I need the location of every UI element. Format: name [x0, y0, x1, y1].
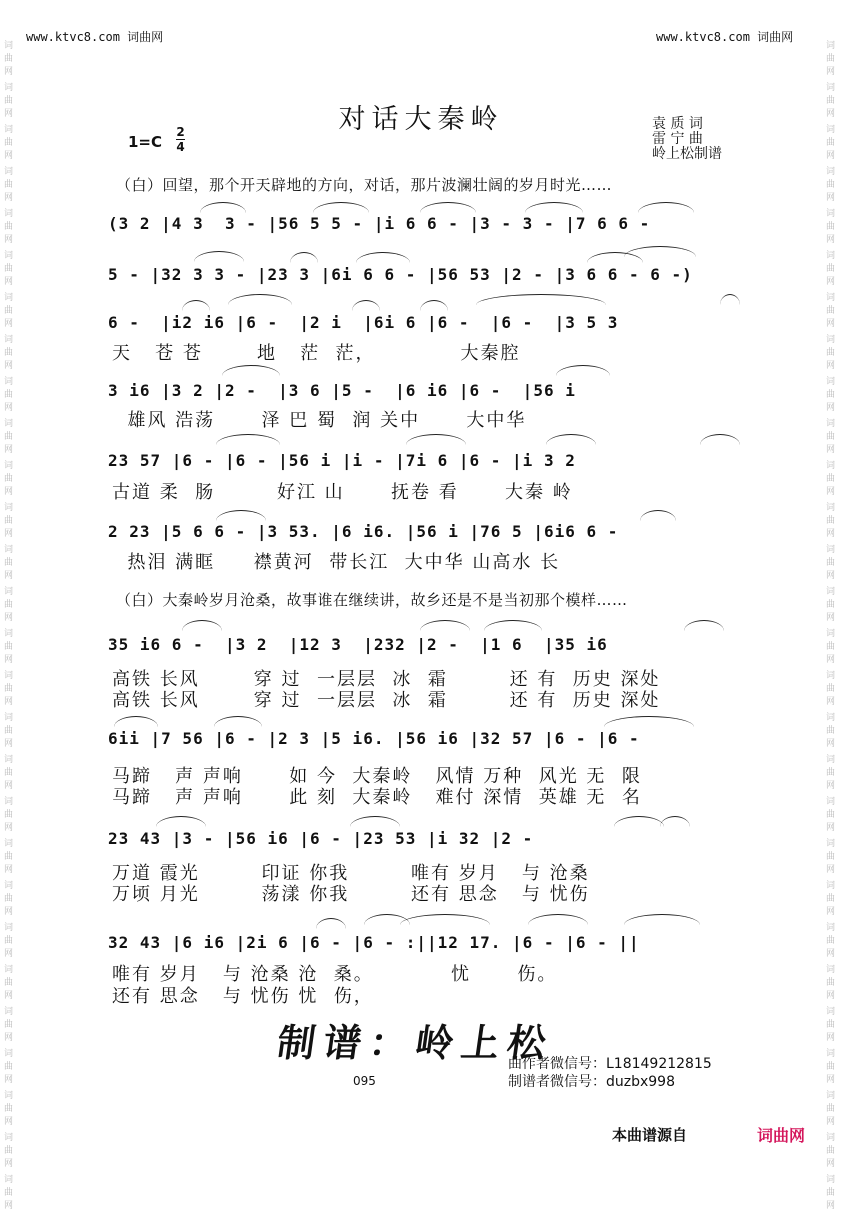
- side-watermark-char: 词: [4, 1007, 14, 1017]
- side-watermark-char: 曲: [4, 306, 14, 316]
- side-watermark-char: 网: [4, 697, 14, 707]
- side-watermark-char: 词: [4, 461, 14, 471]
- side-watermark-char: 词: [826, 545, 836, 555]
- side-watermark-char: 曲: [4, 1104, 14, 1114]
- side-watermark-char: 曲: [826, 810, 836, 820]
- side-watermark-char: 词: [4, 377, 14, 387]
- system-8-lyrics-2: 马蹄 声 声响 此 刻 大秦岭 难付 深情 英雄 无 名: [112, 787, 642, 808]
- side-watermark-char: 网: [4, 529, 14, 539]
- side-watermark-char: 网: [826, 571, 836, 581]
- side-watermark-char: 曲: [4, 852, 14, 862]
- side-watermark-char: 曲: [826, 1188, 836, 1198]
- side-watermark-char: 曲: [4, 54, 14, 64]
- side-watermark-char: 词: [826, 755, 836, 765]
- side-watermark-char: 词: [826, 503, 836, 513]
- side-watermark-char: 词: [826, 41, 836, 51]
- side-watermark-char: 网: [4, 361, 14, 371]
- source-brand-link[interactable]: 词曲网: [757, 1126, 806, 1145]
- side-watermark-char: 曲: [826, 516, 836, 526]
- side-watermark-char: 词: [4, 251, 14, 261]
- side-watermark-char: 网: [826, 487, 836, 497]
- side-watermark-char: 词: [4, 965, 14, 975]
- side-watermark-char: 词: [826, 881, 836, 891]
- side-watermark-char: 网: [826, 1117, 836, 1127]
- side-watermark-char: 网: [826, 1033, 836, 1043]
- system-1-notes: (3 2 |4 3 3 - |56 5 5 - |i 6 6 - |3 - 3 - |7 6 6 -: [108, 214, 651, 233]
- side-watermark-char: 词: [4, 923, 14, 933]
- side-watermark-char: 词: [826, 965, 836, 975]
- side-watermark-char: 曲: [826, 894, 836, 904]
- side-watermark-char: 网: [4, 613, 14, 623]
- side-watermark-char: 曲: [826, 852, 836, 862]
- side-watermark-char: 词: [4, 83, 14, 93]
- side-watermark-char: 词: [4, 671, 14, 681]
- side-watermark-char: 词: [826, 629, 836, 639]
- side-watermark-char: 曲: [4, 558, 14, 568]
- side-watermark-char: 词: [4, 41, 14, 51]
- arranger-signature: 制谱：岭上松: [274, 1020, 557, 1065]
- side-watermark-char: 曲: [826, 306, 836, 316]
- wechat-contacts: [508, 1055, 712, 1091]
- side-watermark-char: 曲: [4, 936, 14, 946]
- side-watermark-char: 词: [4, 587, 14, 597]
- side-watermark-char: 网: [4, 823, 14, 833]
- side-watermark-char: 网: [4, 445, 14, 455]
- side-watermark-char: 词: [826, 1175, 836, 1185]
- side-watermark-char: 网: [826, 823, 836, 833]
- side-watermark-char: 网: [4, 571, 14, 581]
- side-watermark-char: 曲: [826, 180, 836, 190]
- side-watermark-char: 网: [826, 739, 836, 749]
- side-watermark-char: 网: [4, 655, 14, 665]
- side-watermark-char: 曲: [4, 978, 14, 988]
- side-watermark-char: 词: [826, 419, 836, 429]
- system-7-lyrics-2: 高铁 长风 穿 过 一层层 冰 霜 还 有 历史 深处: [112, 690, 661, 711]
- side-watermark-char: 曲: [4, 264, 14, 274]
- side-watermark-char: 网: [4, 907, 14, 917]
- side-watermark-char: 曲: [826, 726, 836, 736]
- side-watermark-char: 曲: [826, 558, 836, 568]
- key-signature: 1=C: [128, 133, 163, 151]
- side-watermark-char: 词: [826, 293, 836, 303]
- side-watermark-char: 词: [826, 251, 836, 261]
- side-watermark-char: 网: [826, 781, 836, 791]
- side-watermark-char: 网: [826, 109, 836, 119]
- system-7-lyrics-1: 高铁 长风 穿 过 一层层 冰 霜 还 有 历史 深处: [112, 669, 661, 690]
- side-watermark-char: 网: [826, 907, 836, 917]
- side-watermark-char: 网: [4, 487, 14, 497]
- system-3-lyrics: 天 苍 苍 地 茫 茫， 大秦腔: [112, 343, 521, 364]
- side-watermark-char: 曲: [4, 1020, 14, 1030]
- system-10-lyrics-2: 还有 思念 与 忧伤 忧 伤，: [112, 986, 374, 1007]
- side-watermark-char: 网: [826, 865, 836, 875]
- side-watermark-char: 网: [826, 655, 836, 665]
- system-8-lyrics-1: 马蹄 声 声响 如 今 大秦岭 风情 万种 风光 无 限: [112, 766, 642, 787]
- time-signature-top: 2: [176, 125, 185, 139]
- lyricist: 袁 质 词: [652, 116, 703, 132]
- side-watermark-char: 词: [4, 1175, 14, 1185]
- side-watermark-char: 网: [4, 1159, 14, 1169]
- time-signature: [176, 126, 185, 153]
- side-watermark-char: 网: [826, 1159, 836, 1169]
- time-signature-bottom: 4: [176, 140, 185, 154]
- side-watermark-char: 曲: [4, 768, 14, 778]
- spoken-line-2: （白）大秦岭岁月沧桑，故事谁在继续讲，故乡还是不是当初那个模样……: [116, 591, 628, 609]
- side-watermark-char: 词: [826, 83, 836, 93]
- side-watermark-char: 曲: [4, 516, 14, 526]
- side-watermark-char: 词: [826, 377, 836, 387]
- side-watermark-char: 曲: [826, 978, 836, 988]
- side-watermark-char: 网: [4, 193, 14, 203]
- side-watermark-char: 词: [4, 167, 14, 177]
- system-10-notes: 32 43 |6 i6 |2i 6 |6 - |6 - :||12 17. |6 - |6 - ||: [108, 933, 640, 952]
- side-watermark-char: 词: [4, 419, 14, 429]
- side-watermark-char: 曲: [826, 684, 836, 694]
- side-watermark-char: 曲: [4, 348, 14, 358]
- side-watermark-char: 网: [4, 319, 14, 329]
- side-watermark-char: 曲: [826, 96, 836, 106]
- side-watermark-char: 词: [826, 125, 836, 135]
- side-watermark-char: 曲: [826, 936, 836, 946]
- side-watermark-char: 网: [826, 193, 836, 203]
- left-side-watermark: [4, 40, 18, 1216]
- side-watermark-char: 曲: [4, 600, 14, 610]
- side-watermark-char: 网: [826, 361, 836, 371]
- side-watermark-char: 曲: [826, 600, 836, 610]
- side-watermark-char: 词: [4, 335, 14, 345]
- side-watermark-char: 词: [4, 545, 14, 555]
- system-5-lyrics: 古道 柔 肠 好江 山 抚卷 看 大秦 岭: [112, 482, 573, 503]
- left-site-watermark: www.ktvc8.com 词曲网: [26, 30, 164, 44]
- side-watermark-char: 曲: [826, 474, 836, 484]
- side-watermark-char: 网: [4, 277, 14, 287]
- side-watermark-char: 网: [4, 151, 14, 161]
- composer-wechat: 曲作者微信号：L18149212815: [508, 1056, 712, 1072]
- side-watermark-char: 词: [4, 1091, 14, 1101]
- side-watermark-char: 词: [4, 839, 14, 849]
- side-watermark-char: 曲: [4, 138, 14, 148]
- right-site-watermark: www.ktvc8.com 词曲网: [656, 30, 794, 44]
- side-watermark-char: 网: [4, 949, 14, 959]
- side-watermark-char: 网: [4, 403, 14, 413]
- system-7-notes: 35 i6 6 - |3 2 |12 3 |232 |2 - |1 6 |35 i6: [108, 635, 608, 654]
- side-watermark-char: 曲: [4, 894, 14, 904]
- side-watermark-char: 曲: [4, 1062, 14, 1072]
- system-6-lyrics: 热泪 满眶 襟黄河 带长江 大中华 山高水 长: [112, 552, 561, 573]
- side-watermark-char: 曲: [4, 432, 14, 442]
- source-label: 本曲谱源自: [612, 1126, 688, 1144]
- side-watermark-char: 曲: [826, 1104, 836, 1114]
- system-4-notes: 3 i6 |3 2 |2 - |3 6 |5 - |6 i6 |6 - |56 i: [108, 381, 576, 400]
- side-watermark-char: 网: [826, 403, 836, 413]
- side-watermark-char: 网: [4, 109, 14, 119]
- side-watermark-char: 词: [4, 503, 14, 513]
- side-watermark-char: 曲: [4, 222, 14, 232]
- side-watermark-char: 曲: [826, 432, 836, 442]
- side-watermark-char: 曲: [826, 1146, 836, 1156]
- side-watermark-char: 曲: [4, 642, 14, 652]
- side-watermark-char: 网: [4, 739, 14, 749]
- side-watermark-char: 网: [826, 151, 836, 161]
- system-9-notes: 23 43 |3 - |56 i6 |6 - |23 53 |i 32 |2 -: [108, 829, 534, 848]
- side-watermark-char: 词: [826, 1007, 836, 1017]
- side-watermark-char: 网: [826, 319, 836, 329]
- side-watermark-char: 曲: [4, 810, 14, 820]
- system-9-lyrics-1: 万道 霞光 印证 你我 唯有 岁月 与 沧桑: [112, 863, 590, 884]
- side-watermark-char: 词: [4, 209, 14, 219]
- system-6-notes: 2 23 |5 6 6 - |3 53. |6 i6. |56 i |76 5 |6i6 6 -: [108, 522, 619, 541]
- side-watermark-char: 曲: [826, 348, 836, 358]
- side-watermark-char: 网: [4, 865, 14, 875]
- system-8-notes: 6ii |7 56 |6 - |2 3 |5 i6. |56 i6 |32 57 |6 - |6 -: [108, 729, 640, 748]
- side-watermark-char: 词: [4, 881, 14, 891]
- side-watermark-char: 曲: [826, 1062, 836, 1072]
- side-watermark-char: 词: [826, 209, 836, 219]
- side-watermark-char: 曲: [826, 1020, 836, 1030]
- side-watermark-char: 曲: [4, 474, 14, 484]
- side-watermark-char: 曲: [826, 222, 836, 232]
- side-watermark-char: 曲: [826, 642, 836, 652]
- side-watermark-char: 词: [826, 335, 836, 345]
- composer: 雷 宁 曲: [652, 131, 703, 147]
- side-watermark-char: 网: [4, 991, 14, 1001]
- side-watermark-char: 网: [826, 697, 836, 707]
- page-number: 095: [353, 1074, 376, 1088]
- side-watermark-char: 网: [826, 613, 836, 623]
- side-watermark-char: 网: [4, 781, 14, 791]
- side-watermark-char: 词: [826, 1133, 836, 1143]
- side-watermark-char: 词: [826, 923, 836, 933]
- side-watermark-char: 词: [4, 797, 14, 807]
- side-watermark-char: 词: [826, 167, 836, 177]
- side-watermark-char: 曲: [826, 138, 836, 148]
- side-watermark-char: 词: [4, 1049, 14, 1059]
- side-watermark-char: 词: [826, 797, 836, 807]
- side-watermark-char: 词: [826, 1049, 836, 1059]
- side-watermark-char: 词: [826, 839, 836, 849]
- side-watermark-char: 网: [4, 67, 14, 77]
- side-watermark-char: 词: [826, 671, 836, 681]
- side-watermark-char: 词: [826, 713, 836, 723]
- side-watermark-char: 曲: [4, 726, 14, 736]
- system-4-lyrics: 雄风 浩荡 泽 巴 蜀 润 关中 大中华: [112, 410, 527, 431]
- system-10-lyrics-1: 唯有 岁月 与 沧桑 沧 桑。 忧 伤。: [112, 964, 558, 985]
- side-watermark-char: 网: [4, 235, 14, 245]
- side-watermark-char: 词: [4, 293, 14, 303]
- credits: [652, 117, 722, 162]
- arranger: 岭上松制谱: [652, 146, 722, 162]
- side-watermark-char: 词: [4, 1133, 14, 1143]
- side-watermark-char: 网: [826, 67, 836, 77]
- side-watermark-char: 网: [4, 1201, 14, 1211]
- side-watermark-char: 网: [826, 235, 836, 245]
- side-watermark-char: 曲: [4, 390, 14, 400]
- side-watermark-char: 网: [4, 1117, 14, 1127]
- side-watermark-char: 网: [4, 1033, 14, 1043]
- system-5-notes: 23 57 |6 - |6 - |56 i |i - |7i 6 |6 - |i 3 2: [108, 451, 576, 470]
- system-9-lyrics-2: 万顷 月光 荡漾 你我 还有 思念 与 忧伤: [112, 884, 590, 905]
- side-watermark-char: 网: [826, 529, 836, 539]
- side-watermark-char: 曲: [826, 54, 836, 64]
- side-watermark-char: 曲: [826, 264, 836, 274]
- side-watermark-char: 曲: [4, 684, 14, 694]
- arranger-wechat: 制谱者微信号：duzbx998: [508, 1074, 676, 1090]
- side-watermark-char: 词: [4, 629, 14, 639]
- side-watermark-char: 网: [826, 949, 836, 959]
- side-watermark-char: 词: [826, 1091, 836, 1101]
- side-watermark-char: 网: [826, 277, 836, 287]
- side-watermark-char: 网: [826, 1075, 836, 1085]
- side-watermark-char: 词: [4, 755, 14, 765]
- side-watermark-char: 词: [826, 587, 836, 597]
- side-watermark-char: 曲: [4, 96, 14, 106]
- spoken-line-1: （白）回望，那个开天辟地的方向，对话，那片波澜壮阔的岁月时光……: [116, 176, 613, 194]
- right-side-watermark: [826, 40, 840, 1216]
- side-watermark-char: 词: [826, 461, 836, 471]
- side-watermark-char: 网: [826, 445, 836, 455]
- side-watermark-char: 网: [4, 1075, 14, 1085]
- side-watermark-char: 曲: [4, 1146, 14, 1156]
- side-watermark-char: 曲: [826, 768, 836, 778]
- side-watermark-char: 词: [4, 713, 14, 723]
- side-watermark-char: 网: [826, 1201, 836, 1211]
- side-watermark-char: 曲: [4, 180, 14, 190]
- side-watermark-char: 曲: [826, 390, 836, 400]
- system-2-notes: 5 - |32 3 3 - |23 3 |6i 6 6 - |56 53 |2 - |3 6 6 - 6 -): [108, 265, 693, 284]
- song-title: 对话大秦岭: [338, 104, 504, 135]
- system-3-notes: 6 - |i2 i6 |6 - |2 i |6i 6 |6 - |6 - |3 5 3: [108, 313, 619, 332]
- side-watermark-char: 网: [826, 991, 836, 1001]
- side-watermark-char: 词: [4, 125, 14, 135]
- side-watermark-char: 曲: [4, 1188, 14, 1198]
